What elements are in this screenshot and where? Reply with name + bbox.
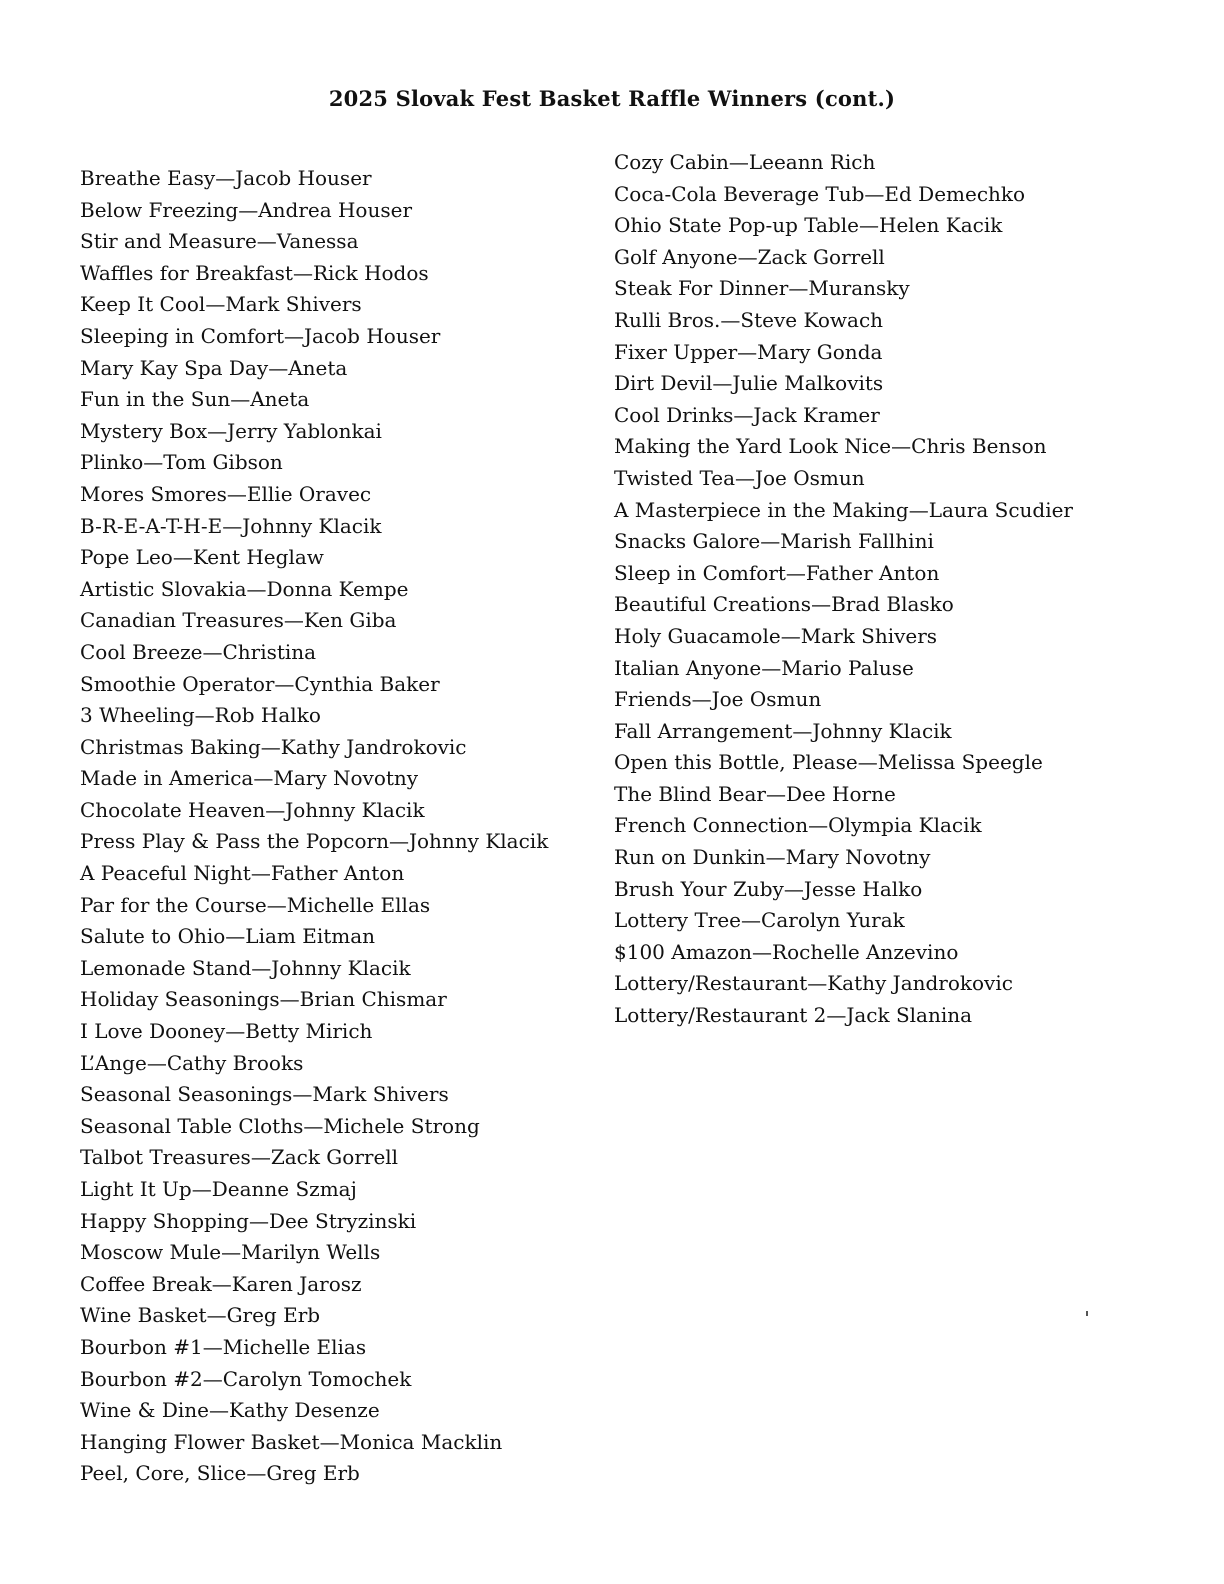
winners-list-left bbox=[80, 163, 600, 1490]
winner-name: Liam Eitman bbox=[245, 924, 376, 949]
winner-name: Steve Kowach bbox=[740, 307, 884, 332]
em-dash-separator: — bbox=[205, 292, 226, 317]
winner-entry bbox=[614, 747, 1174, 779]
winner-name: Aneta bbox=[288, 355, 348, 380]
winner-entry bbox=[80, 1364, 600, 1396]
em-dash-separator: — bbox=[256, 229, 277, 254]
em-dash-separator: — bbox=[246, 576, 267, 601]
winner-entry bbox=[614, 273, 1174, 305]
basket-name: Peel, Core, Slice bbox=[80, 1461, 247, 1486]
winner-entry bbox=[80, 1458, 600, 1490]
winner-entry bbox=[80, 763, 600, 795]
winner-entry bbox=[80, 1142, 600, 1174]
winner-name: Kathy Jandrokovic bbox=[280, 734, 467, 759]
winner-entry bbox=[80, 1174, 600, 1206]
em-dash-separator: — bbox=[248, 1208, 269, 1233]
em-dash-separator: — bbox=[266, 892, 287, 917]
em-dash-separator: — bbox=[202, 1366, 223, 1391]
winner-name: Carolyn Tomochek bbox=[222, 1366, 412, 1391]
em-dash-separator: — bbox=[737, 244, 758, 269]
basket-name: 3 Wheeling bbox=[80, 703, 195, 728]
basket-name: Cool Drinks bbox=[614, 402, 734, 427]
winner-name: Johnny Klacik bbox=[408, 829, 549, 854]
winner-name: Julie Malkovits bbox=[732, 371, 884, 396]
basket-name: Fun in the Sun bbox=[80, 387, 231, 412]
winner-entry bbox=[80, 605, 600, 637]
basket-name: L’Ange bbox=[80, 1050, 147, 1075]
winner-name: Brad Blasko bbox=[831, 592, 954, 617]
em-dash-separator: — bbox=[279, 987, 300, 1012]
basket-name: Fixer Upper bbox=[614, 339, 738, 364]
winner-name: Greg Erb bbox=[266, 1461, 360, 1486]
basket-name: Beautiful Creations bbox=[614, 592, 812, 617]
basket-name: Open this Bottle, Please bbox=[614, 750, 858, 775]
scan-speck bbox=[1086, 1311, 1088, 1316]
winner-entry bbox=[614, 937, 1174, 969]
basket-name: Happy Shopping bbox=[80, 1208, 249, 1233]
winner-name: Helen Kacik bbox=[879, 213, 1003, 238]
basket-name: Sleeping in Comfort bbox=[80, 323, 284, 348]
winner-entry bbox=[614, 810, 1174, 842]
winner-name: Mark Shivers bbox=[312, 1082, 449, 1107]
winner-name: Johnny Klacik bbox=[812, 718, 952, 743]
em-dash-separator: — bbox=[737, 339, 758, 364]
basket-name: Lottery Tree bbox=[614, 908, 742, 933]
winner-entry bbox=[614, 558, 1174, 590]
winners-list-right bbox=[614, 147, 1174, 1032]
winner-name: Michelle Ellas bbox=[286, 892, 431, 917]
basket-name: Fall Arrangement bbox=[614, 718, 793, 743]
basket-name: Lemonade Stand bbox=[80, 955, 252, 980]
em-dash-separator: — bbox=[208, 1398, 229, 1423]
em-dash-separator: — bbox=[752, 939, 773, 964]
basket-name: Steak For Dinner bbox=[614, 276, 789, 301]
em-dash-separator: — bbox=[780, 623, 801, 648]
em-dash-separator: — bbox=[191, 1177, 212, 1201]
winner-entry bbox=[614, 653, 1174, 685]
winner-name: Jerry Yablonkai bbox=[227, 418, 382, 443]
basket-name: Pope Leo bbox=[80, 545, 173, 570]
em-dash-separator: — bbox=[206, 1303, 227, 1328]
winner-name: Zack Gorrell bbox=[757, 244, 885, 269]
winner-name: Kent Heglaw bbox=[192, 545, 324, 570]
winner-entry bbox=[80, 953, 600, 985]
winner-entry bbox=[80, 416, 600, 448]
winner-name: Johnny Klacik bbox=[242, 513, 382, 538]
em-dash-separator: — bbox=[146, 1050, 167, 1075]
basket-name: Chocolate Heaven bbox=[80, 797, 266, 822]
page-title: 2025 Slovak Fest Basket Raffle Winners (cont.) bbox=[328, 86, 896, 111]
winner-entry bbox=[80, 669, 600, 701]
winner-entry bbox=[80, 258, 600, 290]
em-dash-separator: — bbox=[891, 434, 912, 459]
winner-name: Marilyn Wells bbox=[241, 1240, 381, 1265]
basket-name: Sleep in Comfort bbox=[614, 560, 786, 585]
em-dash-separator: — bbox=[265, 797, 286, 822]
em-dash-separator: — bbox=[207, 418, 228, 443]
winner-name: Dee Horne bbox=[785, 781, 896, 806]
winner-entry bbox=[80, 1269, 600, 1301]
winner-name: Marish Fallhini bbox=[780, 529, 934, 554]
em-dash-separator: — bbox=[211, 1271, 232, 1296]
basket-name: French Connection bbox=[614, 813, 809, 838]
basket-name: A Masterpiece in the Making bbox=[614, 497, 909, 522]
winner-entry bbox=[614, 716, 1174, 748]
basket-name: Made in America bbox=[80, 766, 254, 791]
em-dash-separator: — bbox=[319, 1429, 340, 1454]
winner-entry bbox=[80, 289, 600, 321]
winner-entry bbox=[614, 589, 1174, 621]
em-dash-separator: — bbox=[283, 608, 304, 633]
winner-entry bbox=[80, 542, 600, 574]
em-dash-separator: — bbox=[202, 639, 223, 664]
basket-name: Snacks Galore bbox=[614, 529, 761, 554]
winner-name: Zack Gorrell bbox=[270, 1145, 399, 1170]
winner-entry bbox=[80, 795, 600, 827]
winner-name: Father Anton bbox=[805, 560, 940, 585]
basket-name: Italian Anyone bbox=[614, 655, 762, 680]
winner-entry bbox=[80, 921, 600, 953]
basket-name: Wine Basket bbox=[80, 1303, 207, 1328]
winner-name: Kathy Jandrokovic bbox=[827, 971, 1013, 996]
winner-name: Jack Slanina bbox=[846, 1003, 973, 1028]
basket-name: Coca-Cola Beverage Tub bbox=[614, 181, 865, 206]
winner-entry bbox=[614, 431, 1174, 463]
winner-entry bbox=[80, 858, 600, 890]
basket-name: Seasonal Table Cloths bbox=[80, 1113, 304, 1138]
winner-name: Leeann Rich bbox=[748, 150, 876, 174]
em-dash-separator: — bbox=[792, 718, 813, 743]
em-dash-separator: — bbox=[765, 781, 786, 806]
em-dash-separator: — bbox=[268, 355, 289, 380]
basket-name: Wine & Dine bbox=[80, 1398, 209, 1423]
winner-entry bbox=[614, 905, 1174, 937]
winner-entry bbox=[614, 179, 1174, 211]
basket-name: Coffee Break bbox=[80, 1271, 212, 1296]
winner-name: Tom Gibson bbox=[163, 450, 283, 475]
basket-name: Moscow Mule bbox=[80, 1240, 222, 1265]
winner-name: Mary Gonda bbox=[757, 339, 883, 364]
em-dash-separator: — bbox=[221, 1240, 242, 1265]
em-dash-separator: — bbox=[761, 655, 782, 680]
basket-name: Twisted Tea bbox=[614, 465, 735, 490]
winner-name: Aneta bbox=[250, 387, 310, 412]
winner-name: Kathy Desenze bbox=[228, 1398, 380, 1423]
winner-entry bbox=[80, 226, 600, 258]
basket-name: Plinko bbox=[80, 450, 144, 475]
basket-name: Golf Anyone bbox=[614, 244, 738, 269]
winner-name: Jesse Halko bbox=[803, 876, 923, 901]
em-dash-separator: — bbox=[760, 529, 781, 554]
em-dash-separator: — bbox=[253, 766, 274, 791]
basket-name: Waffles for Breakfast bbox=[80, 260, 293, 285]
winner-entry bbox=[80, 1332, 600, 1364]
em-dash-separator: — bbox=[251, 955, 272, 980]
winner-name: Laura Scudier bbox=[928, 497, 1073, 522]
winner-entry bbox=[614, 526, 1174, 558]
basket-name: Hanging Flower Basket bbox=[80, 1429, 320, 1454]
winner-entry bbox=[80, 890, 600, 922]
winner-name: Ellie Oravec bbox=[246, 481, 372, 506]
basket-name: A Peaceful Night bbox=[80, 861, 251, 886]
basket-name: $100 Amazon bbox=[614, 939, 753, 964]
winner-entry bbox=[80, 1237, 600, 1269]
em-dash-separator: — bbox=[908, 497, 929, 522]
em-dash-separator: — bbox=[303, 1113, 324, 1138]
em-dash-separator: — bbox=[215, 166, 236, 190]
winner-name: Karen Jarosz bbox=[231, 1271, 362, 1296]
winner-entry bbox=[614, 242, 1174, 274]
basket-name: Christmas Baking bbox=[80, 734, 261, 759]
winner-entry bbox=[80, 637, 600, 669]
em-dash-separator: — bbox=[292, 260, 313, 285]
winner-name: Mark Shivers bbox=[225, 292, 362, 317]
basket-name: Mary Kay Spa Day bbox=[80, 355, 269, 380]
basket-name: Below Freezing bbox=[80, 197, 239, 222]
em-dash-separator: — bbox=[691, 687, 712, 712]
em-dash-separator: — bbox=[783, 876, 804, 901]
em-dash-separator: — bbox=[811, 592, 832, 617]
em-dash-separator: — bbox=[720, 307, 741, 332]
em-dash-separator: — bbox=[143, 450, 164, 475]
basket-name: Friends bbox=[614, 687, 692, 712]
winner-name: Olympia Klacik bbox=[828, 813, 982, 838]
winner-name: Greg Erb bbox=[226, 1303, 321, 1328]
basket-name: B-R-E-A-T-H-E bbox=[80, 513, 223, 538]
winner-name: Jack Kramer bbox=[753, 402, 880, 427]
basket-name: Canadian Treasures bbox=[80, 608, 284, 633]
winner-entry bbox=[80, 700, 600, 732]
winner-name: Michelle Elias bbox=[222, 1334, 367, 1359]
basket-name: Lottery/Restaurant bbox=[614, 971, 808, 996]
em-dash-separator: — bbox=[765, 845, 786, 870]
winner-entry bbox=[80, 163, 600, 195]
winner-entry bbox=[80, 1111, 600, 1143]
winner-name: Ken Giba bbox=[303, 608, 397, 633]
winner-entry bbox=[614, 400, 1174, 432]
winner-name: Andrea Houser bbox=[258, 197, 413, 222]
winner-entry bbox=[614, 147, 1174, 179]
em-dash-separator: — bbox=[788, 276, 809, 301]
winner-name: Jacob Houser bbox=[235, 166, 372, 190]
em-dash-separator: — bbox=[857, 750, 878, 775]
winner-entry bbox=[80, 574, 600, 606]
winner-entry bbox=[80, 1016, 600, 1048]
em-dash-separator: — bbox=[172, 545, 193, 570]
em-dash-separator: — bbox=[388, 829, 409, 854]
em-dash-separator: — bbox=[230, 387, 251, 412]
winner-entry bbox=[614, 1000, 1174, 1032]
winner-entry bbox=[614, 337, 1174, 369]
em-dash-separator: — bbox=[733, 402, 754, 427]
winner-entry bbox=[614, 368, 1174, 400]
em-dash-separator: — bbox=[225, 1019, 246, 1044]
winner-entry bbox=[80, 321, 600, 353]
winner-entry bbox=[614, 684, 1174, 716]
winner-name: Father Anton bbox=[270, 861, 405, 886]
winner-entry bbox=[614, 495, 1174, 527]
basket-name: Smoothie Operator bbox=[80, 671, 275, 696]
winner-name: Ed Demechko bbox=[884, 181, 1026, 206]
em-dash-separator: — bbox=[826, 1003, 847, 1028]
em-dash-separator: — bbox=[225, 924, 246, 949]
winner-entry bbox=[614, 874, 1174, 906]
basket-name: Holiday Seasonings bbox=[80, 987, 280, 1012]
winner-name: Johnny Klacik bbox=[285, 797, 425, 822]
winner-name: Deanne Szmaj bbox=[211, 1177, 357, 1201]
basket-name: Stir and Measure bbox=[80, 229, 257, 254]
winner-name: Dee Stryzinski bbox=[268, 1208, 417, 1233]
winner-entry bbox=[80, 384, 600, 416]
winner-name: Mark Shivers bbox=[800, 623, 938, 648]
winner-name: Carolyn Yurak bbox=[761, 908, 905, 933]
winner-entry bbox=[614, 210, 1174, 242]
winner-name: Johnny Klacik bbox=[271, 955, 411, 980]
basket-name: Cozy Cabin bbox=[614, 150, 729, 174]
basket-name: Press Play & Pass the Popcorn bbox=[80, 829, 389, 854]
em-dash-separator: — bbox=[785, 560, 806, 585]
em-dash-separator: — bbox=[741, 908, 762, 933]
basket-name: Breathe Easy bbox=[80, 166, 216, 190]
winner-entry bbox=[80, 1300, 600, 1332]
winner-entry bbox=[614, 305, 1174, 337]
em-dash-separator: — bbox=[260, 734, 281, 759]
winner-entry bbox=[80, 1395, 600, 1427]
em-dash-separator: — bbox=[712, 371, 733, 396]
basket-name: Cool Breeze bbox=[80, 639, 203, 664]
winner-name: Joe Osmun bbox=[711, 687, 822, 712]
em-dash-separator: — bbox=[246, 1461, 267, 1486]
winner-name: Melissa Speegle bbox=[877, 750, 1043, 775]
winner-name: Christina bbox=[222, 639, 317, 664]
basket-name: Run on Dunkin bbox=[614, 845, 766, 870]
winner-entry bbox=[614, 968, 1174, 1000]
winner-entry bbox=[80, 447, 600, 479]
em-dash-separator: — bbox=[735, 465, 755, 490]
winner-name: Jacob Houser bbox=[304, 323, 441, 348]
winner-name: Rob Halko bbox=[214, 703, 321, 728]
em-dash-separator: — bbox=[728, 150, 749, 174]
basket-name: Dirt Devil bbox=[614, 371, 713, 396]
em-dash-separator: — bbox=[226, 481, 247, 506]
winner-name: Mary Novotny bbox=[273, 766, 419, 791]
em-dash-separator: — bbox=[864, 181, 885, 206]
em-dash-separator: — bbox=[859, 213, 879, 238]
winner-entry bbox=[80, 1206, 600, 1238]
em-dash-separator: — bbox=[250, 861, 271, 886]
winner-entry bbox=[614, 842, 1174, 874]
winner-name: Vanessa bbox=[276, 229, 359, 254]
basket-name: Par for the Course bbox=[80, 892, 267, 917]
winner-name: Brian Chismar bbox=[299, 987, 447, 1012]
winner-entry bbox=[614, 463, 1174, 495]
winner-entry bbox=[80, 1048, 600, 1080]
winner-entry bbox=[80, 1079, 600, 1111]
basket-name: Talbot Treasures bbox=[80, 1145, 251, 1170]
basket-name: Bourbon #1 bbox=[80, 1334, 203, 1359]
em-dash-separator: — bbox=[284, 323, 304, 348]
winner-name: Michele Strong bbox=[323, 1113, 480, 1138]
basket-name: Seasonal Seasonings bbox=[80, 1082, 293, 1107]
em-dash-separator: — bbox=[807, 971, 828, 996]
basket-name: Rulli Bros. bbox=[614, 307, 721, 332]
basket-name: Making the Yard Look Nice bbox=[614, 434, 892, 459]
winner-name: Rochelle Anzevino bbox=[772, 939, 959, 964]
em-dash-separator: — bbox=[222, 513, 243, 538]
em-dash-separator: — bbox=[250, 1145, 271, 1170]
winner-name: Rick Hodos bbox=[312, 260, 429, 285]
em-dash-separator: — bbox=[292, 1082, 313, 1107]
basket-name: Light It Up bbox=[80, 1177, 192, 1201]
basket-name: Brush Your Zuby bbox=[614, 876, 784, 901]
winner-entry bbox=[80, 479, 600, 511]
em-dash-separator: — bbox=[274, 671, 295, 696]
winner-entry bbox=[80, 732, 600, 764]
em-dash-separator: — bbox=[194, 703, 215, 728]
basket-name: Keep It Cool bbox=[80, 292, 206, 317]
winner-name: Betty Mirich bbox=[245, 1019, 373, 1044]
winner-entry bbox=[80, 195, 600, 227]
winner-name: Mary Novotny bbox=[785, 845, 931, 870]
basket-name: Lottery/Restaurant 2 bbox=[614, 1003, 827, 1028]
winner-entry bbox=[80, 984, 600, 1016]
winner-entry bbox=[80, 826, 600, 858]
winner-entry bbox=[80, 353, 600, 385]
winner-entry bbox=[80, 511, 600, 543]
em-dash-separator: — bbox=[808, 813, 829, 838]
winner-entry bbox=[80, 1427, 600, 1459]
winner-name: Chris Benson bbox=[911, 434, 1047, 459]
basket-name: Mores Smores bbox=[80, 481, 227, 506]
basket-name: Artistic Slovakia bbox=[80, 576, 247, 601]
winner-name: Monica Macklin bbox=[339, 1429, 503, 1454]
em-dash-separator: — bbox=[202, 1334, 223, 1359]
basket-name: Holy Guacamole bbox=[614, 623, 781, 648]
winner-name: Cathy Brooks bbox=[166, 1050, 304, 1075]
basket-name: Ohio State Pop-up Table bbox=[614, 213, 859, 238]
winner-name: Donna Kempe bbox=[266, 576, 409, 601]
winner-entry bbox=[614, 621, 1174, 653]
winner-name: Joe Osmun bbox=[755, 465, 865, 490]
winner-entry bbox=[614, 779, 1174, 811]
em-dash-separator: — bbox=[238, 197, 259, 222]
winner-name: Muransky bbox=[808, 276, 910, 301]
winner-name: Mario Paluse bbox=[781, 655, 914, 680]
basket-name: Salute to Ohio bbox=[80, 924, 226, 949]
winner-name: Cynthia Baker bbox=[294, 671, 440, 696]
basket-name: Mystery Box bbox=[80, 418, 208, 443]
basket-name: I Love Dooney bbox=[80, 1019, 226, 1044]
basket-name: Bourbon #2 bbox=[80, 1366, 203, 1391]
basket-name: The Blind Bear bbox=[614, 781, 766, 806]
